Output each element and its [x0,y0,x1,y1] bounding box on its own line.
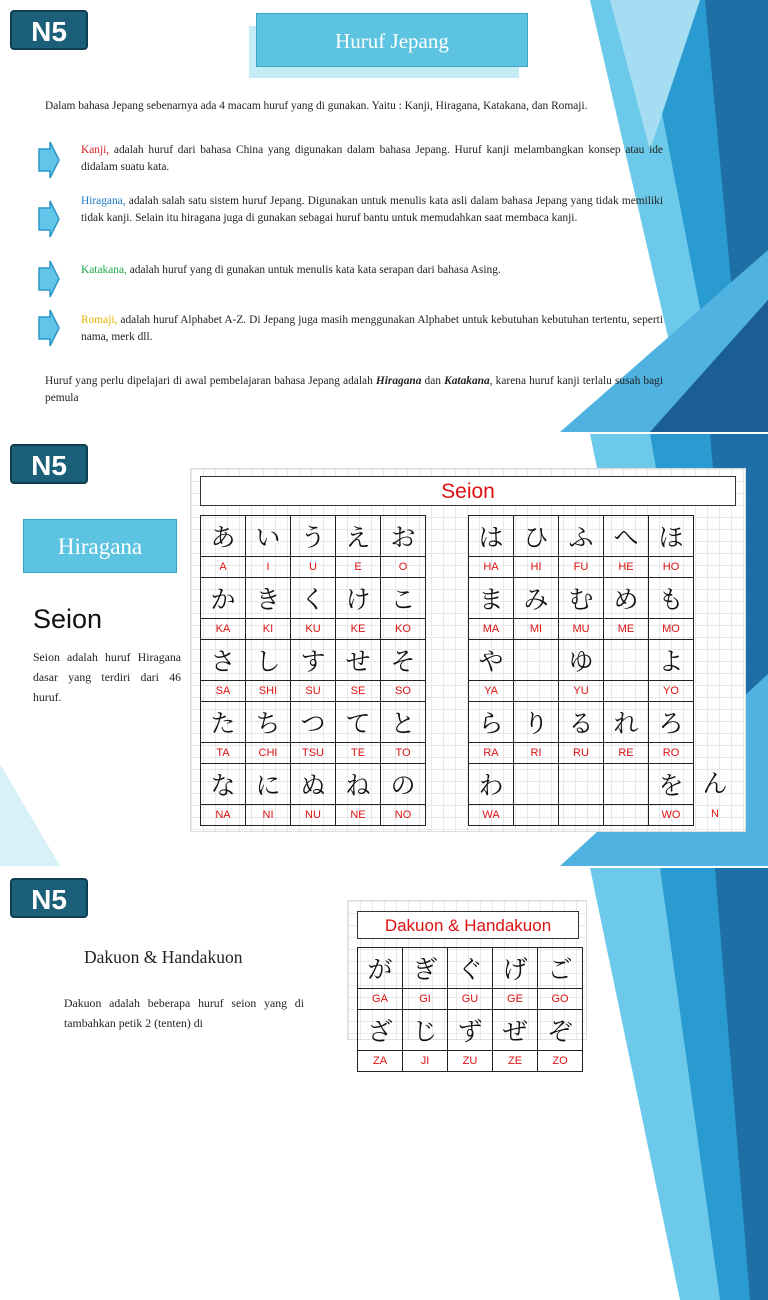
kana-romaji: YO [649,681,694,702]
kana-romaji-row [358,1051,583,1072]
kana-glyph-row [358,1010,583,1051]
kana-glyph: き [246,578,291,619]
dakuon-description: Dakuon adalah beberapa huruf seion yang di tambahkan petik 2 (tenten) di [64,996,304,1030]
closing-katakana: Katakana [444,375,490,387]
kana-glyph: の [381,764,426,805]
kana-glyph: そ [381,640,426,681]
kana-romaji: SE [336,681,381,702]
kana-glyph: ま [469,578,514,619]
seion-table-right [468,515,694,826]
kana-glyph: も [649,578,694,619]
kanji-item [81,142,663,175]
hiragana-text: adalah salah satu sistem huruf Jepang. Digunakan untuk menulis kata asli dalam bahasa Jepang yang tidak memiliki tidak kanji. Selain itu hiragana juga di gunakan sebagai huruf bantu untuk memudahkan saat membaca kanji. [81,195,663,224]
hiragana-item [81,193,663,226]
kana-glyph: し [246,640,291,681]
kana-romaji: CHI [246,743,291,764]
kana-glyph: ほ [649,516,694,557]
hiragana-ribbon-text: Hiragana [57,534,143,559]
kana-romaji-row [358,989,583,1010]
kana-romaji: ZO [538,1051,583,1072]
kana-romaji: TE [336,743,381,764]
kana-glyph: あ [201,516,246,557]
kana-romaji-row [469,557,694,578]
kana-romaji: E [336,557,381,578]
kana-glyph [604,640,649,681]
kana-glyph: す [291,640,336,681]
kana-romaji: GI [403,989,448,1010]
kana-glyph: い [246,516,291,557]
arrow-icon [38,309,60,347]
kana-glyph [514,640,559,681]
kana-glyph: む [559,578,604,619]
kana-glyph: ざ [358,1010,403,1051]
kana-romaji: O [381,557,426,578]
katakana-text: adalah huruf yang di gunakan untuk menulis kata kata serapan dari bahasa Asing. [126,264,501,276]
kana-romaji: SO [381,681,426,702]
kana-romaji-row [201,805,426,826]
kana-romaji: KO [381,619,426,640]
kana-glyph: ん [702,769,728,798]
kana-romaji: MA [469,619,514,640]
kana-glyph: ず [448,1010,493,1051]
slide-title-text: Huruf Jepang [335,29,449,53]
kana-glyph-row [201,640,426,681]
kana-romaji: NI [246,805,291,826]
kana-romaji: NE [336,805,381,826]
kana-glyph: か [201,578,246,619]
seion-title-text: Seion [441,480,495,503]
closing-paragraph [45,373,663,406]
hiragana-term: Hiragana, [81,195,126,207]
intro-paragraph: Dalam bahasa Jepang sebenarnya ada 4 macam huruf yang di gunakan. Yaitu : Kanji, Hiragana, Katakana, dan Romaji. [45,100,588,112]
hiragana-ribbon [23,519,177,573]
kana-glyph: く [291,578,336,619]
kana-romaji: JI [403,1051,448,1072]
kana-glyph: ぎ [403,948,448,989]
kana-glyph: せ [336,640,381,681]
kana-glyph: や [469,640,514,681]
kana-romaji-row [469,743,694,764]
kana-romaji: ZA [358,1051,403,1072]
kana-glyph: て [336,702,381,743]
kana-romaji: MO [649,619,694,640]
kana-glyph-row [201,516,426,557]
kana-romaji: NA [201,805,246,826]
kana-romaji [604,681,649,702]
kana-glyph: え [336,516,381,557]
kana-romaji: FU [559,557,604,578]
kana-romaji: HO [649,557,694,578]
seion-table-left [200,515,426,826]
kana-romaji: RE [604,743,649,764]
kana-glyph: ら [469,702,514,743]
kana-glyph: げ [493,948,538,989]
kana-romaji: RA [469,743,514,764]
romaji-text: adalah huruf Alphabet A-Z. Di Jepang juga masih menggunakan Alphabet untuk kebutuhan kebutuhan tertentu, seperti nama, merk dll. [81,314,663,343]
kana-glyph: ゆ [559,640,604,681]
kana-romaji: ZE [493,1051,538,1072]
kana-romaji-row [469,681,694,702]
kana-glyph-row [358,948,583,989]
kanji-text: adalah huruf dari bahasa China yang digunakan dalam bahasa Jepang. Huruf kanji melambangkan konsep atau ide didalam suatu kata. [81,144,663,173]
kana-romaji: RU [559,743,604,764]
kana-glyph-row [469,702,694,743]
closing-hiragana: Hiragana [375,375,422,387]
closing-text-1: Huruf yang perlu dipelajari di awal pembelajaran bahasa Jepang adalah [45,375,376,387]
level-badge: N5 [10,878,88,918]
kana-glyph: つ [291,702,336,743]
kana-glyph-row [201,578,426,619]
kana-glyph: り [514,702,559,743]
kana-glyph-row [201,764,426,805]
kana-glyph: み [514,578,559,619]
kana-glyph: こ [381,578,426,619]
slide-title [256,13,528,67]
kana-romaji-row [201,743,426,764]
kana-glyph: ぐ [448,948,493,989]
kana-romaji-row [469,805,694,826]
kana-glyph [559,764,604,805]
kana-glyph: へ [604,516,649,557]
kana-glyph: さ [201,640,246,681]
kana-glyph: ひ [514,516,559,557]
kana-glyph: め [604,578,649,619]
closing-text-3: , karena huruf kanji terlalu susah bagi pemula [45,375,663,404]
kana-glyph [604,764,649,805]
kana-romaji: WA [469,805,514,826]
kana-glyph: け [336,578,381,619]
kana-glyph: と [381,702,426,743]
kana-romaji: RI [514,743,559,764]
kana-romaji: MU [559,619,604,640]
kana-romaji-row [469,619,694,640]
kana-glyph: が [358,948,403,989]
kana-glyph-row [469,516,694,557]
seion-description: Seion adalah huruf Hiragana dasar yang terdiri dari 46 huruf. [33,650,181,704]
kana-glyph [514,764,559,805]
kana-romaji: ZU [448,1051,493,1072]
kana-glyph: な [201,764,246,805]
kana-romaji: KU [291,619,336,640]
seion-table-panel [190,468,746,832]
katakana-term: Katakana, [81,264,127,276]
kana-glyph-row [201,702,426,743]
slide-dakuon [0,868,768,1067]
level-badge: N5 [10,10,88,50]
kana-glyph: う [291,516,336,557]
kana-glyph: ご [538,948,583,989]
kana-glyph: ふ [559,516,604,557]
seion-heading: Seion [33,604,103,634]
kana-romaji: GE [493,989,538,1010]
kana-glyph: お [381,516,426,557]
kana-romaji: KA [201,619,246,640]
kana-romaji: GA [358,989,403,1010]
kana-glyph-row [469,764,694,805]
kana-glyph: ね [336,764,381,805]
kana-romaji-row [201,619,426,640]
kana-glyph: ぜ [493,1010,538,1051]
kana-glyph: る [559,702,604,743]
kana-glyph: じ [403,1010,448,1051]
kana-glyph: た [201,702,246,743]
dakuon-heading: Dakuon & Handakuon [84,947,243,967]
kana-romaji: RO [649,743,694,764]
romaji-term: Romaji, [81,314,118,326]
kana-romaji: KI [246,619,291,640]
kana-romaji: TA [201,743,246,764]
kana-romaji: HA [469,557,514,578]
kana-glyph: に [246,764,291,805]
kana-cell-n [693,764,737,824]
kana-romaji: YU [559,681,604,702]
kana-romaji: SA [201,681,246,702]
kana-romaji-row [201,681,426,702]
seion-table-title [200,476,736,506]
kana-romaji: MI [514,619,559,640]
kana-glyph: を [649,764,694,805]
kana-romaji [559,805,604,826]
katakana-item [81,262,663,279]
kana-romaji-row [201,557,426,578]
kana-glyph: ぬ [291,764,336,805]
romaji-item [81,312,663,345]
kana-romaji: HE [604,557,649,578]
kana-glyph: ち [246,702,291,743]
kana-glyph-row [469,640,694,681]
kanji-term: Kanji, [81,144,110,156]
kana-glyph: ぞ [538,1010,583,1051]
kana-glyph: わ [469,764,514,805]
kana-romaji: N [711,808,719,820]
arrow-icon [38,200,60,238]
slide-hiragana-seion [0,434,768,866]
kana-romaji: GO [538,989,583,1010]
kana-romaji: SU [291,681,336,702]
kana-glyph: ろ [649,702,694,743]
kana-romaji: KE [336,619,381,640]
kana-romaji: YA [469,681,514,702]
kana-romaji: ME [604,619,649,640]
kana-romaji: I [246,557,291,578]
kana-glyph: よ [649,640,694,681]
kana-romaji [604,805,649,826]
kana-romaji: NO [381,805,426,826]
kana-romaji: TSU [291,743,336,764]
level-badge: N5 [10,444,88,484]
slide-huruf-jepang [0,0,768,432]
closing-text-2: dan [421,375,445,387]
kana-romaji: HI [514,557,559,578]
kana-romaji [514,681,559,702]
kana-glyph-row [469,578,694,619]
kana-romaji: WO [649,805,694,826]
kana-romaji: GU [448,989,493,1010]
arrow-icon [38,260,60,298]
dakuon-table [357,947,583,1072]
kana-romaji: TO [381,743,426,764]
kana-romaji: A [201,557,246,578]
dakuon-table-panel [347,900,587,1067]
kana-romaji: NU [291,805,336,826]
kana-glyph: れ [604,702,649,743]
kana-glyph: は [469,516,514,557]
kana-romaji: SHI [246,681,291,702]
kana-romaji [514,805,559,826]
kana-romaji: U [291,557,336,578]
arrow-icon [38,141,60,179]
dakuon-table-title [357,911,579,939]
dakuon-title-text: Dakuon & Handakuon [384,916,552,935]
